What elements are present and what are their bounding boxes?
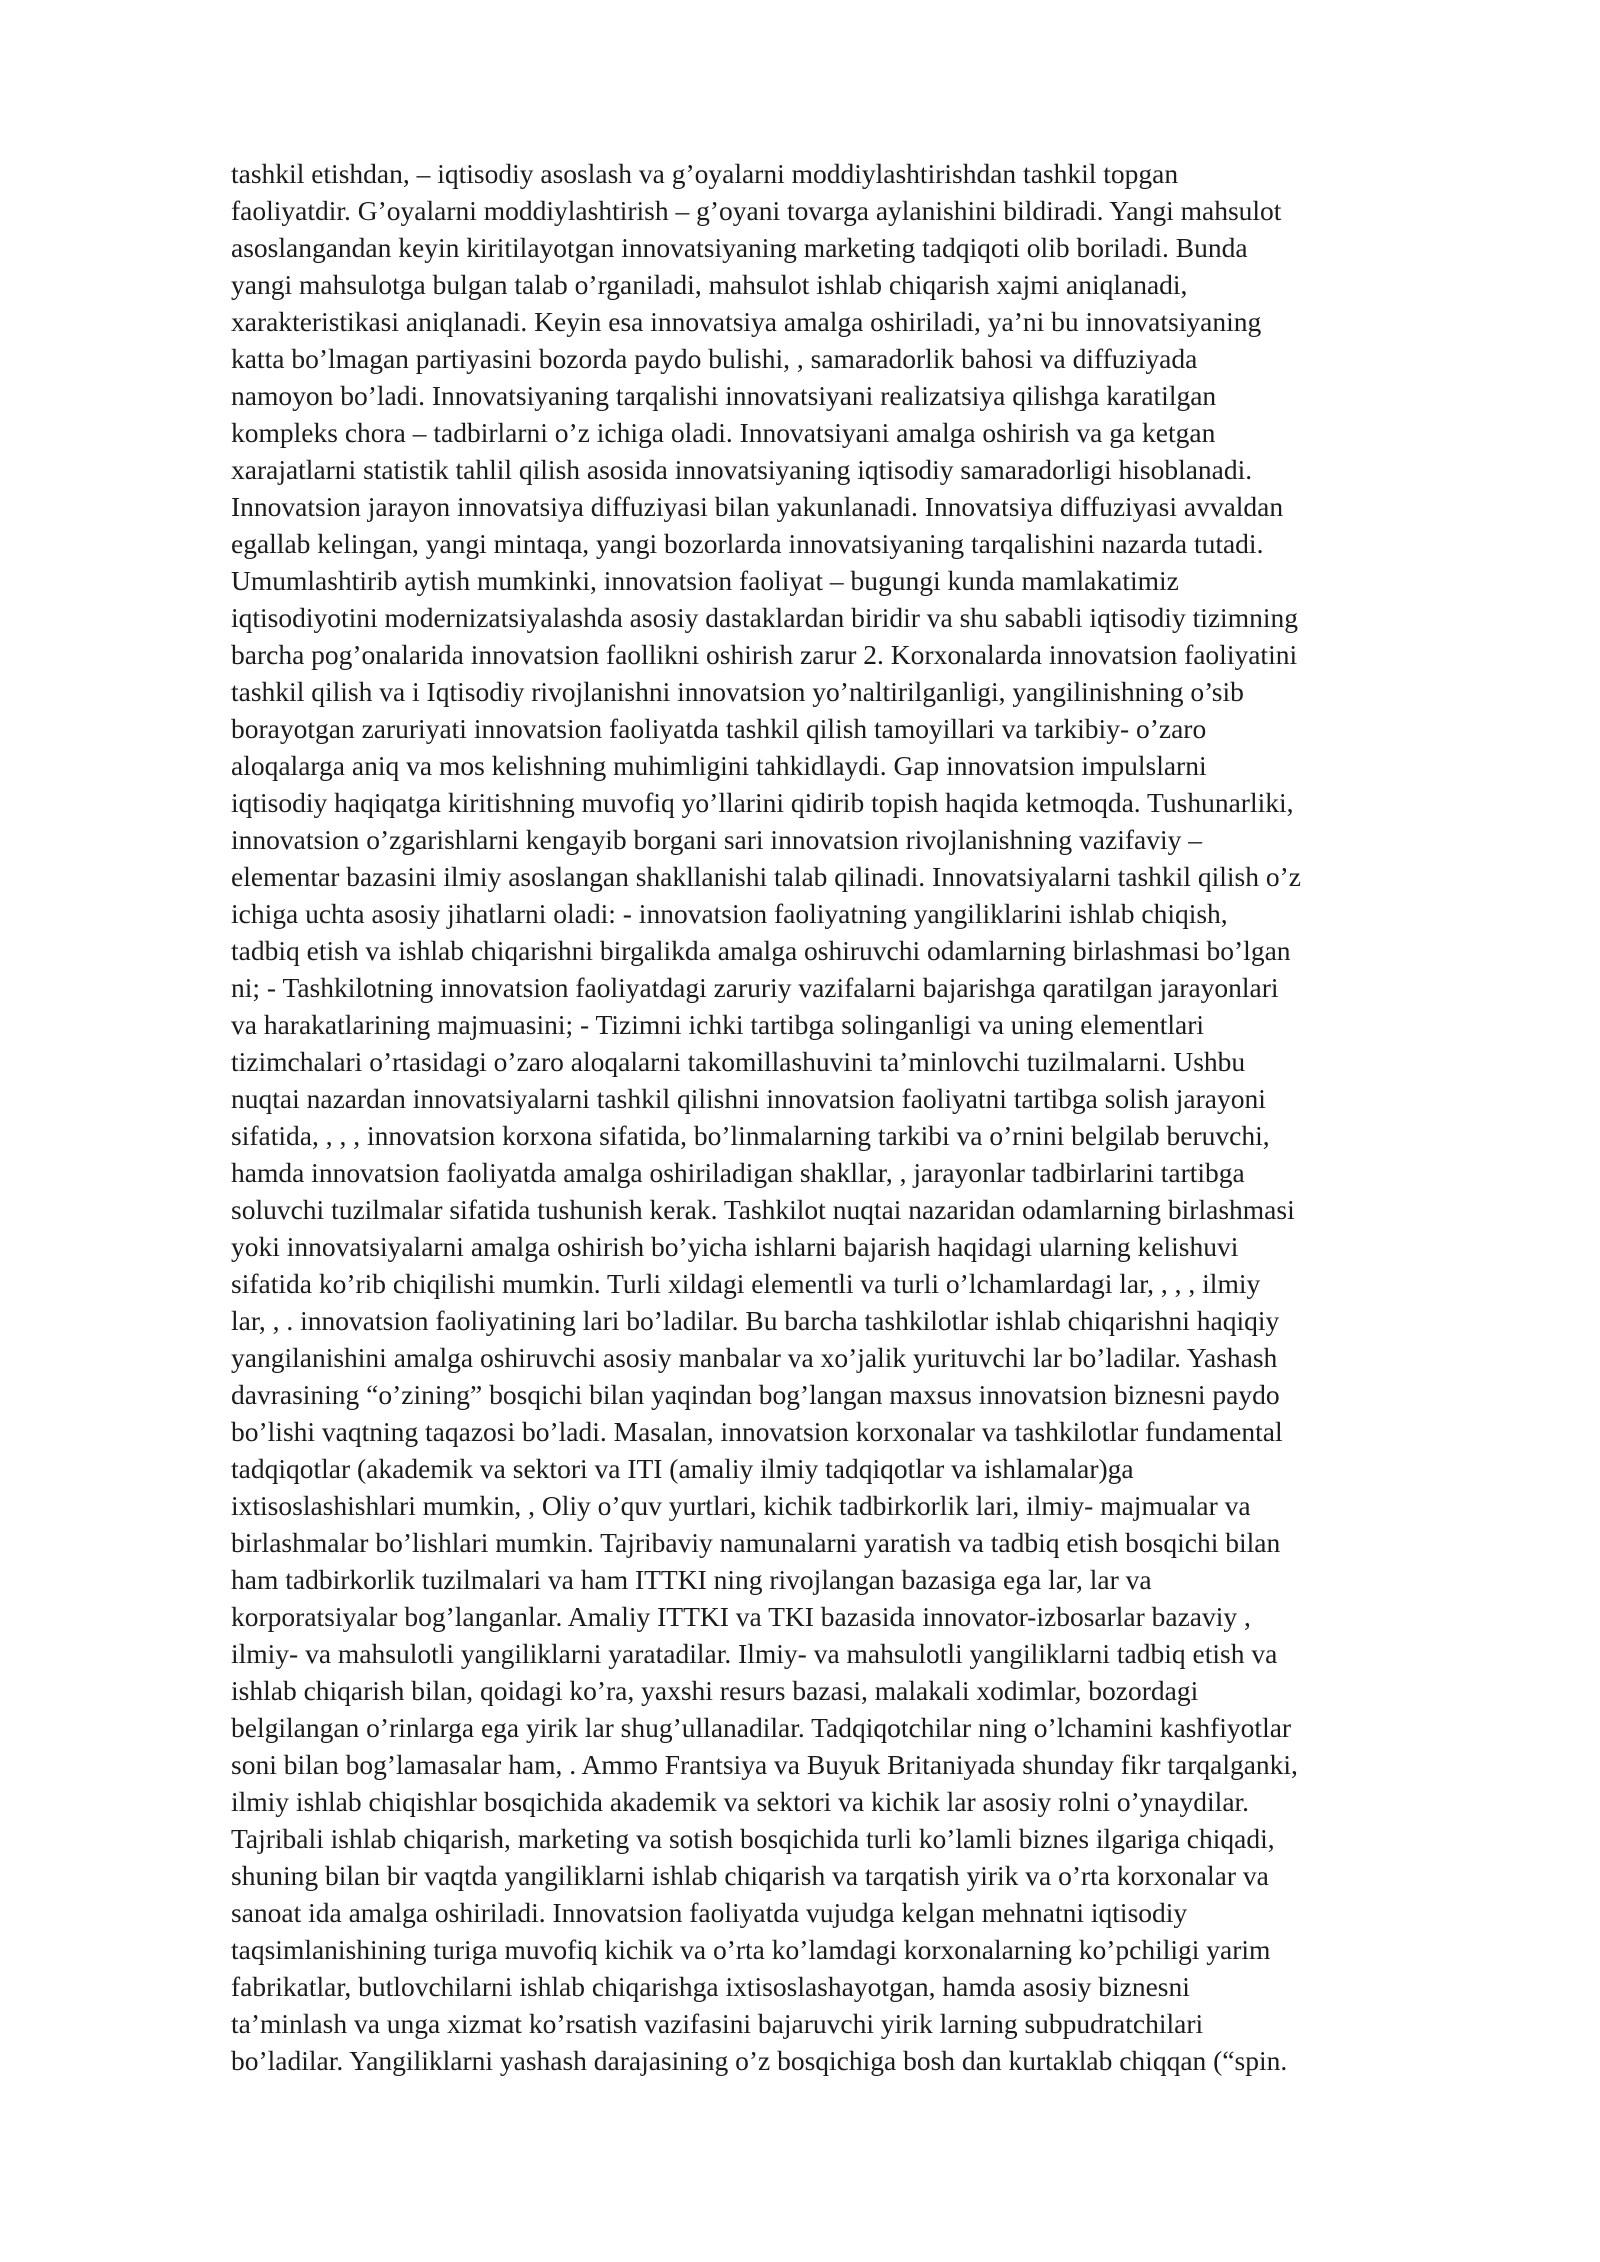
text-line: sifatida ko’rib chiqilishi mumkin. Turli xildagi elementli va turli o’lchamlardagi lar, , , , ilmiy (231, 1268, 1261, 1299)
text-line: faoliyatdir. G’oyalarni moddiylashtirish – g’oyani tovarga aylanishini bildiradi. Yangi mahsulot (231, 195, 1282, 226)
text-line: hamda innovatsion faoliyatda amalga oshiriladigan shakllar, , jarayonlar tadbirlarini tartibga (231, 1157, 1245, 1188)
text-line: aloqalarga aniq va mos kelishning muhimligini tahkidlaydi. Gap innovatsion impulslarni (231, 750, 1207, 781)
text-line: egallab kelingan, yangi mintaqa, yangi bozorlarda innovatsiyaning tarqalishini nazarda tutadi. (231, 528, 1264, 559)
text-line: kompleks chora – tadbirlarni o’z ichiga oladi. Innovatsiyani amalga oshirish va ga ketgan (231, 417, 1216, 448)
text-line: xarajatlarni statistik tahlil qilish asosida innovatsiyaning iqtisodiy samaradorligi hisoblanadi. (231, 454, 1253, 485)
text-line: Tajribali ishlab chiqarish, marketing va sotish bosqichida turli ko’lamli biznes ilgariga chiqadi, (231, 1823, 1275, 1854)
text-line: yangilanishini amalga oshiruvchi asosiy manbalar va xo’jalik yurituvchi lar bo’ladilar. Yashash (231, 1342, 1278, 1373)
text-line: namoyon bo’ladi. Innovatsiyaning tarqalishi innovatsiyani realizatsiya qilishga karatilgan (231, 380, 1217, 411)
text-line: birlashmalar bo’lishlari mumkin. Tajribaviy namunalarni yaratish va tadbiq etish bosqichi bilan (231, 1527, 1281, 1558)
body-paragraph (231, 155, 1531, 2079)
text-line: yangi mahsulotga bulgan talab o’rganiladi, mahsulot ishlab chiqarish xajmi aniqlanadi, (231, 269, 1188, 300)
text-line: sanoat ida amalga oshiriladi. Innovatsion faoliyatda vujudga kelgan mehnatni iqtisodiy (231, 1897, 1188, 1928)
text-line: asoslangandan keyin kiritilayotgan innovatsiyaning marketing tadqiqoti olib boriladi. Bunda (231, 232, 1248, 263)
text-line: barcha pog’onalarida innovatsion faollikni oshirish zarur 2. Korxonalarda innovatsion faoliyatini (231, 639, 1298, 670)
text-line: iqtisodiyotini modernizatsiyalashda asosiy dastaklardan biridir va shu sababli iqtisodiy tizimning (231, 602, 1298, 633)
text-line: ishlab chiqarish bilan, qoidagi ko’ra, yaxshi resurs bazasi, malakali xodimlar, bozordagi (231, 1675, 1199, 1706)
text-line: nuqtai nazardan innovatsiyalarni tashkil qilishni innovatsion faoliyatni tartibga solish jarayoni (231, 1083, 1266, 1114)
text-line: Innovatsion jarayon innovatsiya diffuziyasi bilan yakunlanadi. Innovatsiya diffuziyasi avvaldan (231, 491, 1284, 522)
text-line: bo’lishi vaqtning taqazosi bo’ladi. Masalan, innovatsion korxonalar va tashkilotlar fundamental (231, 1416, 1283, 1447)
text-line: ham tadbirkorlik tuzilmalari va ham ITTKI ning rivojlangan bazasiga ega lar, lar va (231, 1564, 1152, 1595)
text-line: ixtisoslashishlari mumkin, , Oliy o’quv yurtlari, kichik tadbirkorlik lari, ilmiy- majmualar va (231, 1490, 1251, 1521)
text-line: yoki innovatsiyalarni amalga oshirish bo’yicha ishlarni bajarish haqidagi ularning kelishuvi (231, 1231, 1239, 1262)
text-line: fabrikatlar, butlovchilarni ishlab chiqarishga ixtisoslashayotgan, hamda asosiy biznesni (231, 1971, 1190, 2002)
text-line: xarakteristikasi aniqlanadi. Keyin esa innovatsiya amalga oshiriladi, ya’ni bu innovatsiyaning (231, 306, 1262, 337)
text-line: elementar bazasini ilmiy asoslangan shakllanishi talab qilinadi. Innovatsiyalarni tashkil qilish o’z (231, 861, 1301, 892)
text-line: katta bo’lmagan partiyasini bozorda paydo bulishi, , samaradorlik bahosi va diffuziyada (231, 343, 1198, 374)
text-line: borayotgan zaruriyati innovatsion faoliyatda tashkil qilish tamoyillari va tarkibiy- o’zaro (231, 713, 1207, 744)
text-line: soluvchi tuzilmalar sifatida tushunish kerak. Tashkilot nuqtai nazaridan odamlarning birlashmasi (231, 1194, 1295, 1225)
text-line: ichiga uchta asosiy jihatlarni oladi: - innovatsion faoliyatning yangiliklarini ishlab chiqish, (231, 898, 1228, 929)
text-line: innovatsion o’zgarishlarni kengayib borgani sari innovatsion rivojlanishning vazifaviy – (231, 824, 1202, 855)
text-line: korporatsiyalar bog’langanlar. Amaliy ITTKI va TKI bazasida innovator-izbosarlar bazaviy , (231, 1601, 1251, 1632)
text-line: va harakatlarining majmuasini; - Tizimni ichki tartibga solinganligi va uning elementlari (231, 1009, 1204, 1040)
text-line: ilmiy- va mahsulotli yangiliklarni yaratadilar. Ilmiy- va mahsulotli yangiliklarni tadbiq etish va (231, 1638, 1278, 1669)
text-line: tadbiq etish va ishlab chiqarishni birgalikda amalga oshiruvchi odamlarning birlashmasi bo’lgan (231, 935, 1291, 966)
text-line: ni; - Tashkilotning innovatsion faoliyatdagi zaruriy vazifalarni bajarishga qaratilgan jarayonlari (231, 972, 1279, 1003)
text-line: shuning bilan bir vaqtda yangiliklarni ishlab chiqarish va tarqatish yirik va o’rta korxonalar va (231, 1860, 1269, 1891)
text-line: soni bilan bog’lamasalar ham, . Ammo Frantsiya va Buyuk Britaniyada shunday fikr tarqalganki, (231, 1749, 1298, 1780)
text-line: tashkil etishdan, – iqtisodiy asoslash va g’oyalarni moddiylashtirishdan tashkil topgan (231, 158, 1179, 189)
text-line: tizimchalari o’rtasidagi o’zaro aloqalarni takomillashuvini ta’minlovchi tuzilmalarni. Ushbu (231, 1046, 1246, 1077)
text-line: lar, , . innovatsion faoliyatining lari bo’ladilar. Bu barcha tashkilotlar ishlab chiqarishni haqiqiy (231, 1305, 1280, 1336)
text-line: ilmiy ishlab chiqishlar bosqichida akademik va sektori va kichik lar asosiy rolni o’ynaydilar. (231, 1786, 1250, 1817)
text-line: tadqiqotlar (akademik va sektori va ITI (amaliy ilmiy tadqiqotlar va ishlamalar)ga (231, 1453, 1134, 1484)
text-line: bo’ladilar. Yangiliklarni yashash darajasining o’z bosqichiga bosh dan kurtaklab chiqqan (“spin. (231, 2045, 1288, 2076)
text-line: tashkil qilish va i Iqtisodiy rivojlanishni innovatsion yo’naltirilganligi, yangilinishning o’sib (231, 676, 1244, 707)
text-line: ta’minlash va unga xizmat ko’rsatish vazifasini bajaruvchi yirik larning subpudratchilari (231, 2008, 1204, 2039)
text-line: sifatida, , , , innovatsion korxona sifatida, bo’linmalarning tarkibi va o’rnini belgilab beruvchi, (231, 1120, 1270, 1151)
text-line: taqsimlanishining turiga muvofiq kichik va o’rta ko’lamdagi korxonalarning ko’pchiligi yarim (231, 1934, 1271, 1965)
text-line: iqtisodiy haqiqatga kiritishning muvofiq yo’llarini qidirib topish haqida ketmoqda. Tushunarliki, (231, 787, 1294, 818)
text-line: davrasining “o’zining” bosqichi bilan yaqindan bog’langan maxsus innovatsion biznesni paydo (231, 1379, 1280, 1410)
text-line: belgilangan o’rinlarga ega yirik lar shug’ullanadilar. Tadqiqotchilar ning o’lchamini kashfiyotlar (231, 1712, 1292, 1743)
text-line: Umumlashtirib aytish mumkinki, innovatsion faoliyat – bugungi kunda mamlakatimiz (231, 565, 1179, 596)
